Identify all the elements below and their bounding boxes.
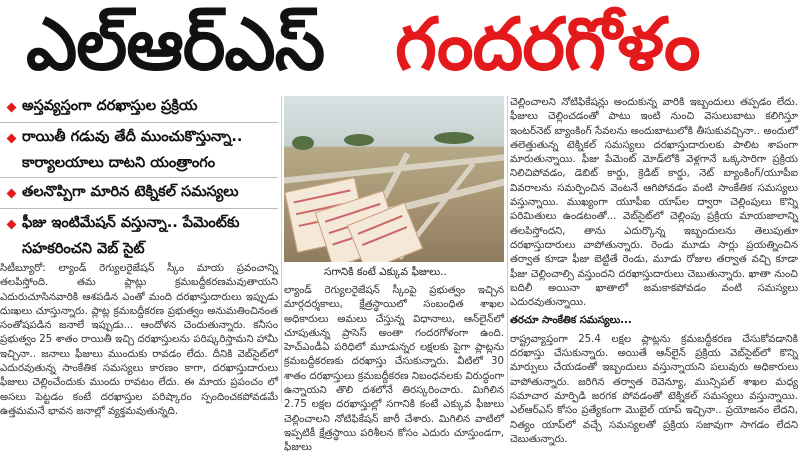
body-paragraph: రాష్ట్రవ్యాప్తంగా 25.4 లక్షల ప్లాట్లను క్రమబద్ధీకరణ చేసుకోవడానికి దరఖాస్తు చేసుకున్నారు. అయితే ఆన్‌లైన్ ప్రక్రియ వెబ్‌సైట్‌లో కొన్ని మార్పులు చేయడంతో ఇబ్బందులు వస్తున్నాయని పలువురు అధికారులు వాపోతున్నారు. జరిగిన తర్వాత రెవెన్యూ, మున్సిపల్ శాఖల మధ్య సమాచార మార్పిడి జరగక పోవడంతో టెక్నికల్ సమస్యలు వస్తున్నాయి. ఎల్ఆర్ఎస్ కోసం ప్రత్యేకంగా మొబైల్ యాప్ ఇచ్చినా.. ప్రయోజనం లేదని, నిత్యం యాప్‌లో వచ్చే సమస్యలతో ప్రక్రియ సజావుగా సాగడం లేదని చెబుతున్నారు. <box>510 333 798 445</box>
column-separator <box>507 96 508 403</box>
deck-item <box>0 213 278 235</box>
divider <box>0 122 278 123</box>
body-paragraph: సిటీబ్యూరో: ల్యాండ్ రెగ్యులరైజేషన్ స్కీం మాయ ప్రవంచాన్ని తలపిస్తోంది. తమ ప్లాట్లు క్రమబద్దీకరణమవుతాయని ఎదురుచూసినవారికి ఆశపడిన ఎంతో మంది దరఖాస్తుదారులు ఇప్పుడు దుఃఖలు చూస్తున్నారు. ప్లాట్ల క్రమబద్దీకరణ ప్రభుత్వం అనుమతించినంత సంతోషపడిన జనాలే ఇప్పుడు... ఆందోళన చెందుతున్నారు. కనీసం ప్రభుత్వం 25 శాతం రాయితీ ఇచ్చి దరఖాస్తులను పరిష్కరిస్తామని హామీ ఇచ్చినా.. జనాలు ఫీజులు ముందుకు రావడం లేదు. దీనికి వెబ్‌సైట్‌లో ఎదురవుతున్న సాంకేతిక సమస్యలు కారణం కాగా, దరఖాస్తుదారులు ఫీజులు చెల్లించేందుకు ముందు రావటం లేదు. ఈ మాయ ప్రపంచం లో అసలు పెట్టడం కంటే దరఖాస్తుల పరిష్కారం స్పందించకపోవడమే ఉత్తమమనే భావన జనాల్లో వ్యక్తమవుతున్నది. <box>0 263 278 417</box>
headline <box>0 0 800 88</box>
diamond-bullet-icon <box>0 182 22 204</box>
column-separator <box>281 96 282 403</box>
body-paragraph: ల్యాండ్ రెగ్యులరైజేషన్ స్కీంపై ప్రభుత్వం ఇచ్చిన మార్గదర్శకాలు, క్షేత్రస్థాయిలో సంబంధిత శాఖల అధికారులు అమలు చేస్తున్న విధానాలు, ఆన్‌లైన్‌లో చూపుతున్న ప్రాసెస్ అంతా గందరగోళంగా ఉంది. హెచ్ఎండీఏ పరిధిలో మూడున్నర లక్షలకు పైగా ప్లాట్లను క్రమబద్దీకరణకు దరఖాస్తు చేసుకున్నారు. వీటిలో 30 శాతం దరఖాస్తులు క్రమబద్దీకరణ నిబంధనలకు విరుద్ధంగా ఉన్నాయని తొలి దశలోనే తిరస్కరించారు. మిగిలిన 2.75 లక్షల దరఖాస్తుల్లో సగానికి కంటే ఎక్కువ ఫీజులు చెల్లించాలని నోటిఫికేషన్ జారీ చేశారు. మిగిలిన వాటిలో ఇప్పటికీ క్షేత్రస్థాయి పరిశీలన కోసం ఎదురు చూస్తుండగా, ఫీజులు <box>284 285 504 454</box>
article-column-middle <box>284 284 504 456</box>
deck-item <box>0 182 278 204</box>
deck-item <box>0 127 278 149</box>
deck-text: అస్తవ్యస్తంగా దరఖాస్తుల ప్రక్రియ <box>22 98 198 114</box>
headline-part2: గందరగోళం <box>395 2 700 86</box>
deck-item <box>0 96 278 118</box>
headline-part1: ఎల్ఆర్ఎస్ <box>26 2 325 86</box>
article-column-right <box>510 96 798 447</box>
divider <box>0 177 278 178</box>
section-subheading: తరచూ సాంకేతిక సమస్యలు... <box>510 315 632 327</box>
aerial-plots-photo <box>284 96 504 262</box>
divider <box>0 208 278 209</box>
deck <box>0 96 278 263</box>
body-paragraph: చెల్లించాలని నోటిఫికేషన్లు అందుకున్న వారికి ఇబ్బందులు తప్పడం లేదు. ఫీజులు చెల్లించడంతో పాటు ఇంటి నుంచి వెసులుబాటు కలిగిస్తూ ఇంటర్‌నెట్ బ్యాంకింగ్ సేవలను అందుబాటులోకి తీసుకువచ్చినా.. అందులో తలెత్తుతున్న టెక్నికల్ సమస్యలు దరఖాస్తుదారులకు పాలిట శాపంగా మారుతున్నాయి. ఫీజు పేమెంట్ మోడ్‌లోకి వెళ్లగానే ఒక్కసారిగా ప్రక్రియ నిలిచిపోవడం, డెబిట్ కార్డు, క్రెడిట్ కార్డు, నెట్ బ్యాంకింగ్/యూపీఐ వివరాలను సమర్పించిన వెంటనే ఆగిపోవడం వంటి సాంకేతిక సమస్యలు వస్తున్నాయి. ముఖ్యంగా యూపీఐ యాప్‌ల ద్వారా చెల్లింపులు కొన్ని పరిమితులు ఉండటంతో... వెబ్‌సైట్‌లో చెల్లింపు ప్రక్రియ మాయజాలాన్ని తలపిస్తోందని, తాను ఎదుర్కొన్న ఇబ్బందులను తెలుపుతూ దరఖాస్తుదారులు వాపోతున్నారు. రెండు మూడు సార్లు ప్రయత్నించిన తర్వాత కూడా ఫీజు బెట్టితే రెండు, మూడు రోజుల తర్వాత వచ్చి కూడా ఫీజు చెల్లించాల్సి వస్తుందని దరఖాస్తుదారులు చెబుతున్నారు. ఖాతా నుంచి బదిలీ అయినా ఖాతాలో జమకాకపోవడం వంటి సమస్యలు ఎదురవుతున్నాయి. <box>510 97 798 309</box>
deck-subtext: సహకరించని వెబ్ సైట్ <box>22 241 145 257</box>
deck-text: రాయితీ గడువు తేదీ ముంచుకొస్తున్నా.. <box>22 129 243 145</box>
diamond-bullet-icon <box>0 96 22 118</box>
diamond-bullet-icon <box>0 127 22 149</box>
deck-subtext: కార్యాలయాలు దాటని యంత్రాంగం <box>22 155 216 171</box>
deck-text: ఫీజు ఇంటిమేషన్ వస్తున్నా.. పేమెంట్‌కు <box>22 215 240 231</box>
article-column-left <box>0 262 278 419</box>
photo-caption: సగానికి కంటే ఎక్కువ ఫీజులు.. <box>324 266 447 278</box>
deck-text: తలనొప్పిగా మారిన టెక్నికల్ సమస్యలు <box>22 184 239 200</box>
diamond-bullet-icon <box>0 213 22 235</box>
